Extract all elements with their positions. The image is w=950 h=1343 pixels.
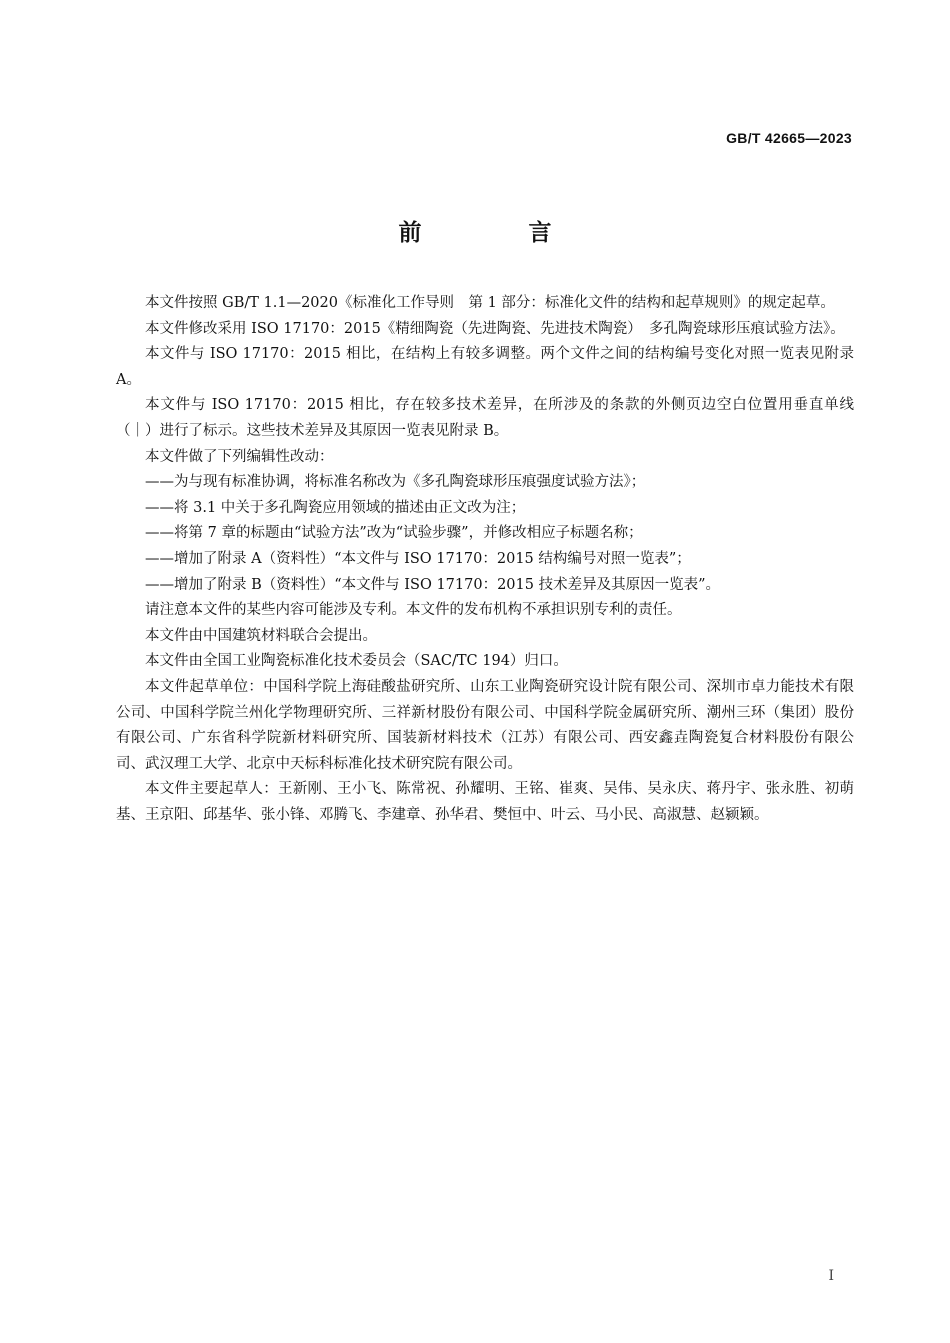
foreword-body — [116, 291, 854, 828]
page-title: 前 言 — [398, 220, 594, 246]
paragraph-drafting-units: 本文件起草单位：中国科学院上海硅酸盐研究所、山东工业陶瓷研究设计院有限公司、深圳市卓力能技术有限公司、中国科学院兰州化学物理研究所、三祥新材股份有限公司、中国科学院金属研究所、潮州三环（集团）股份有限公司、广东省科学院新材料研究所、国装新材料技术（江苏）有限公司、西安鑫垚陶瓷复合材料股份有限公司、武汉理工大学、北京中天标科标准化技术研究院有限公司。 — [116, 678, 854, 772]
paragraph-technical-differences: 本文件与 ISO 17170：2015 相比，存在较多技术差异，在所涉及的条款的外侧页边空白位置用垂直单线（｜）进行了标示。这些技术差异及其原因一览表见附录 B。 — [116, 397, 854, 439]
paragraph-patent-notice: 请注意本文件的某些内容可能涉及专利。本文件的发布机构不承担识别专利的责任。 — [145, 602, 682, 619]
editorial-change-item: ——增加了附录 A（资料性）“本文件与 ISO 17170：2015 结构编号对照一览表”； — [145, 550, 691, 567]
paragraph-proposer: 本文件由中国建筑材料联合会提出。 — [145, 627, 377, 644]
paragraph-adoption: 本文件修改采用 ISO 17170：2015《精细陶瓷（先进陶瓷、先进技术陶瓷） 多孔陶瓷球形压痕试验方法》。 — [145, 320, 845, 337]
paragraph-structure-changes: 本文件与 ISO 17170：2015 相比，在结构上有较多调整。两个文件之间的结构编号变化对照一览表见附录 A。 — [116, 346, 854, 388]
paragraph-committee: 本文件由全国工业陶瓷标准化技术委员会（SAC/TC 194）归口。 — [145, 653, 568, 670]
editorial-change-item: ——增加了附录 B（资料性）“本文件与 ISO 17170：2015 技术差异及其原因一览表”。 — [145, 576, 720, 593]
editorial-change-item: ——将 3.1 中关于多孔陶瓷应用领域的描述由正文改为注； — [145, 499, 526, 516]
paragraph-drafting-rules: 本文件按照 GB/T 1.1—2020《标准化工作导则 第 1 部分：标准化文件的结构和起草规则》的规定起草。 — [145, 295, 835, 311]
editorial-change-item: ——为与现有标准协调，将标准名称改为《多孔陶瓷球形压痕强度试验方法》； — [145, 474, 646, 491]
paragraph-editorial-intro: 本文件做了下列编辑性改动： — [145, 448, 334, 465]
page-number: I — [828, 1268, 834, 1284]
editorial-change-item: ——将第 7 章的标题由“试验方法”改为“试验步骤”，并修改相应子标题名称； — [145, 525, 643, 542]
standard-code: GB/T 42665—2023 — [726, 130, 852, 146]
paragraph-drafters: 本文件主要起草人：王新刚、王小飞、陈常祝、孙耀明、王铭、崔爽、吴伟、吴永庆、蒋丹宇、张永胜、初萌基、王京阳、邱基华、张小锋、邓腾飞、李建章、孙华君、樊恒中、叶云、马小民、高淑慧、赵颍颖。 — [116, 781, 854, 823]
